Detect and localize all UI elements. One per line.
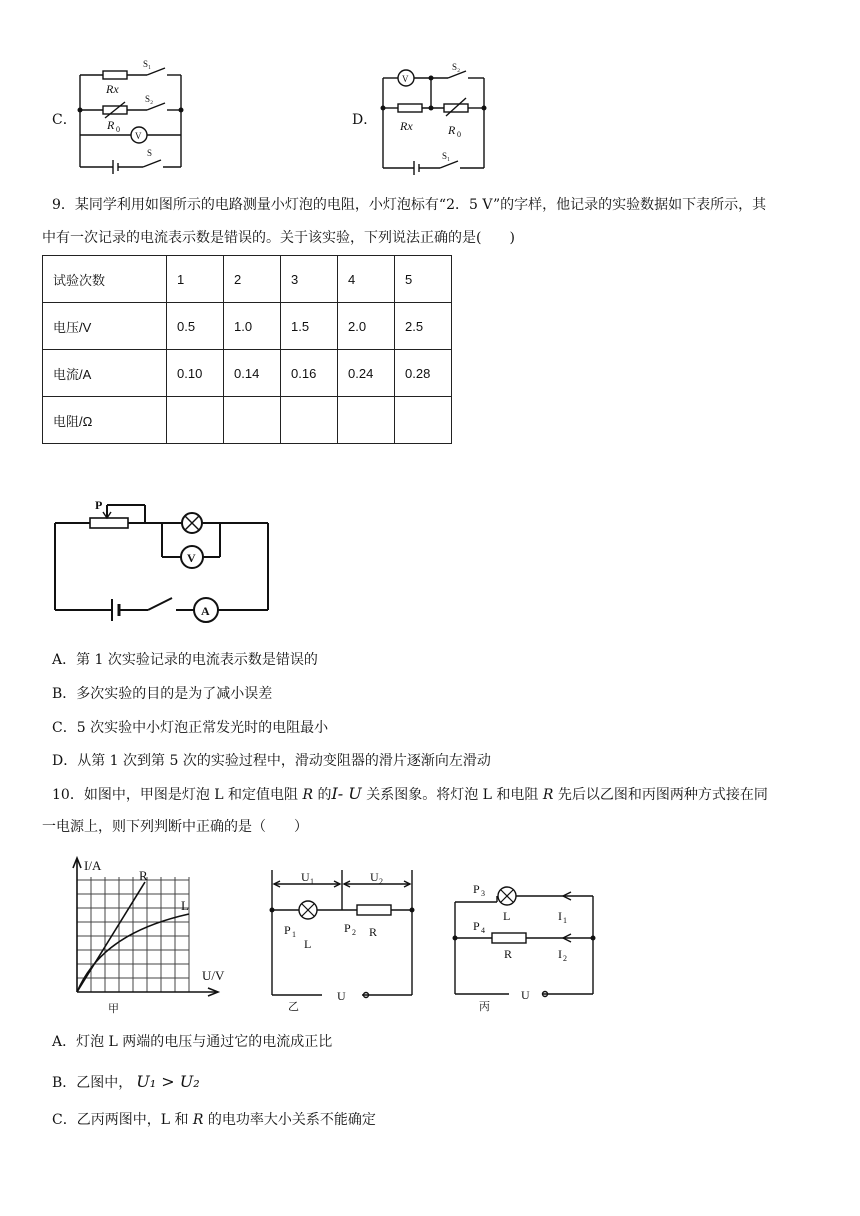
table-cell: 0.28 [395,350,452,397]
q9-text-line2: 中有一次记录的电流表示数是错误的。关于该实验，下列说法正确的是( ) [42,230,515,246]
label-p1: P [284,923,291,937]
label-r-yi: R [369,925,378,939]
circuit-diagram-d [378,58,490,176]
table-cell: 电流/A [43,350,167,397]
q10-option-b-expression: U₁ > U₂ [136,1072,200,1091]
label-rx-d: Rx [400,119,413,133]
figure-yi [262,870,422,1018]
table-cell: 0.5 [167,303,224,350]
table-cell [395,397,452,444]
label-l-bing: L [503,909,511,923]
label-p1-sub: 1 [292,930,296,939]
label-u1: U [301,870,310,884]
figure-bing-caption: 丙 [479,1001,490,1013]
graph-grid [77,877,189,992]
table-cell [281,397,338,444]
q10-r-symbol: R [192,1112,204,1128]
table-cell [338,397,395,444]
q10-r-symbol: R [542,787,554,803]
figure-yi-caption: 乙 [288,1001,299,1013]
table-row [43,397,452,444]
table-cell: 5 [395,256,452,303]
l-curve-label: L [181,898,189,913]
q10-text-part: 的 [313,787,332,803]
label-p4: P [473,919,480,933]
label-p4-sub: 4 [481,926,485,935]
table-cell: 2.5 [395,303,452,350]
table-cell: 4 [338,256,395,303]
q10-text-line1 [52,784,768,805]
label-s1: S₁ [143,59,152,69]
q10-option-c-part: C．乙丙两图中，L 和 [52,1112,193,1128]
table-cell: 试验次数 [43,256,167,303]
table-cell: 0.24 [338,350,395,397]
q10-text-part: 10．如图中，甲图是灯泡 L 和定值电阻 [52,787,303,803]
table-cell: 1 [167,256,224,303]
label-s2: S₂ [145,94,154,104]
label-p2-sub: 2 [352,928,356,937]
circuit-diagram-c [75,55,187,175]
label-u2: U [370,870,379,884]
table-cell: 1.0 [224,303,281,350]
table-cell: 2 [224,256,281,303]
label-u-bing: U [521,988,530,1002]
q10-text-part: 关系图象。将灯泡 L 和电阻 [361,787,543,803]
table-row [43,256,452,303]
table-cell: 2.0 [338,303,395,350]
table-row [43,303,452,350]
r-curve-label: R [139,868,148,883]
option-c-label: C． [52,112,77,128]
table-cell [224,397,281,444]
table-row [43,350,452,397]
label-r0-sub: 0 [116,125,120,134]
label-r-bing: R [504,947,513,961]
r-curve [77,882,145,992]
label-i2-sub: 2 [563,954,567,963]
table-cell: 0.16 [281,350,338,397]
label-p3-sub: 3 [481,889,485,898]
label-r0: R [107,118,115,132]
figure-bing [445,876,605,1018]
q10-r-symbol: R [302,787,314,803]
q9-option-b: B．多次实验的目的是为了减小误差 [52,686,273,702]
q10-option-c [52,1110,376,1130]
q9-option-c: C．5 次实验中小灯泡正常发光时的电阻最小 [52,720,329,736]
label-p: P [95,498,103,512]
q10-text-line2: 一电源上，则下列判断中正确的是（ ） [42,819,308,835]
q9-option-a: A．第 1 次实验记录的电流表示数是错误的 [52,652,318,668]
table-cell: 0.10 [167,350,224,397]
q9-data-table [42,255,452,444]
label-rx: Rx [106,82,119,96]
graph-jia [62,852,242,1017]
table-cell: 0.14 [224,350,281,397]
q9-text-line1: 9．某同学利用如图所示的电路测量小灯泡的电阻，小灯泡标有“2．5 V”的字样，他记录的实验数据如下表所示，其 [52,197,767,213]
q10-iu-symbol: I- U [331,784,362,803]
table-cell: 3 [281,256,338,303]
q9-circuit-diagram [50,495,275,630]
graph-caption: 甲 [108,1003,119,1015]
label-s2-d: S₂ [452,62,461,72]
label-v: V [135,131,142,141]
option-d-label: D． [352,112,378,128]
q10-option-b [52,1072,200,1093]
label-l-yi: L [304,937,312,951]
label-i1: I [558,909,562,923]
label-u-yi: U [337,989,346,1003]
q9-option-d: D．从第 1 次到第 5 次的实验过程中，滑动变阻器的滑片逐渐向左滑动 [52,753,491,769]
q10-option-c-part: 的电功率大小关系不能确定 [203,1112,376,1128]
label-u2-sub: 2 [379,877,383,886]
table-cell [167,397,224,444]
label-i1-sub: 1 [563,916,567,925]
ammeter-label: A [201,604,210,618]
label-s: S [147,148,153,158]
q10-text-part: 先后以乙图和丙图两种方式接在同 [553,787,768,803]
q10-option-b-prefix: B．乙图中， [52,1075,133,1091]
label-s1-d: S₁ [442,151,451,161]
y-axis-label: I/A [84,858,102,873]
voltmeter-label: V [187,551,196,565]
q10-option-a: A．灯泡 L 两端的电压与通过它的电流成正比 [52,1034,333,1050]
x-axis-label: U/V [202,968,225,983]
label-r0-d: R [448,123,456,137]
label-p3: P [473,882,480,896]
label-u1-sub: 1 [310,877,314,886]
label-i2: I [558,947,562,961]
label-r0-sub-d: 0 [457,130,461,139]
table-cell: 电压/V [43,303,167,350]
label-v-d: V [402,74,409,84]
label-p2: P [344,921,351,935]
table-cell: 1.5 [281,303,338,350]
table-cell: 电阻/Ω [43,397,167,444]
